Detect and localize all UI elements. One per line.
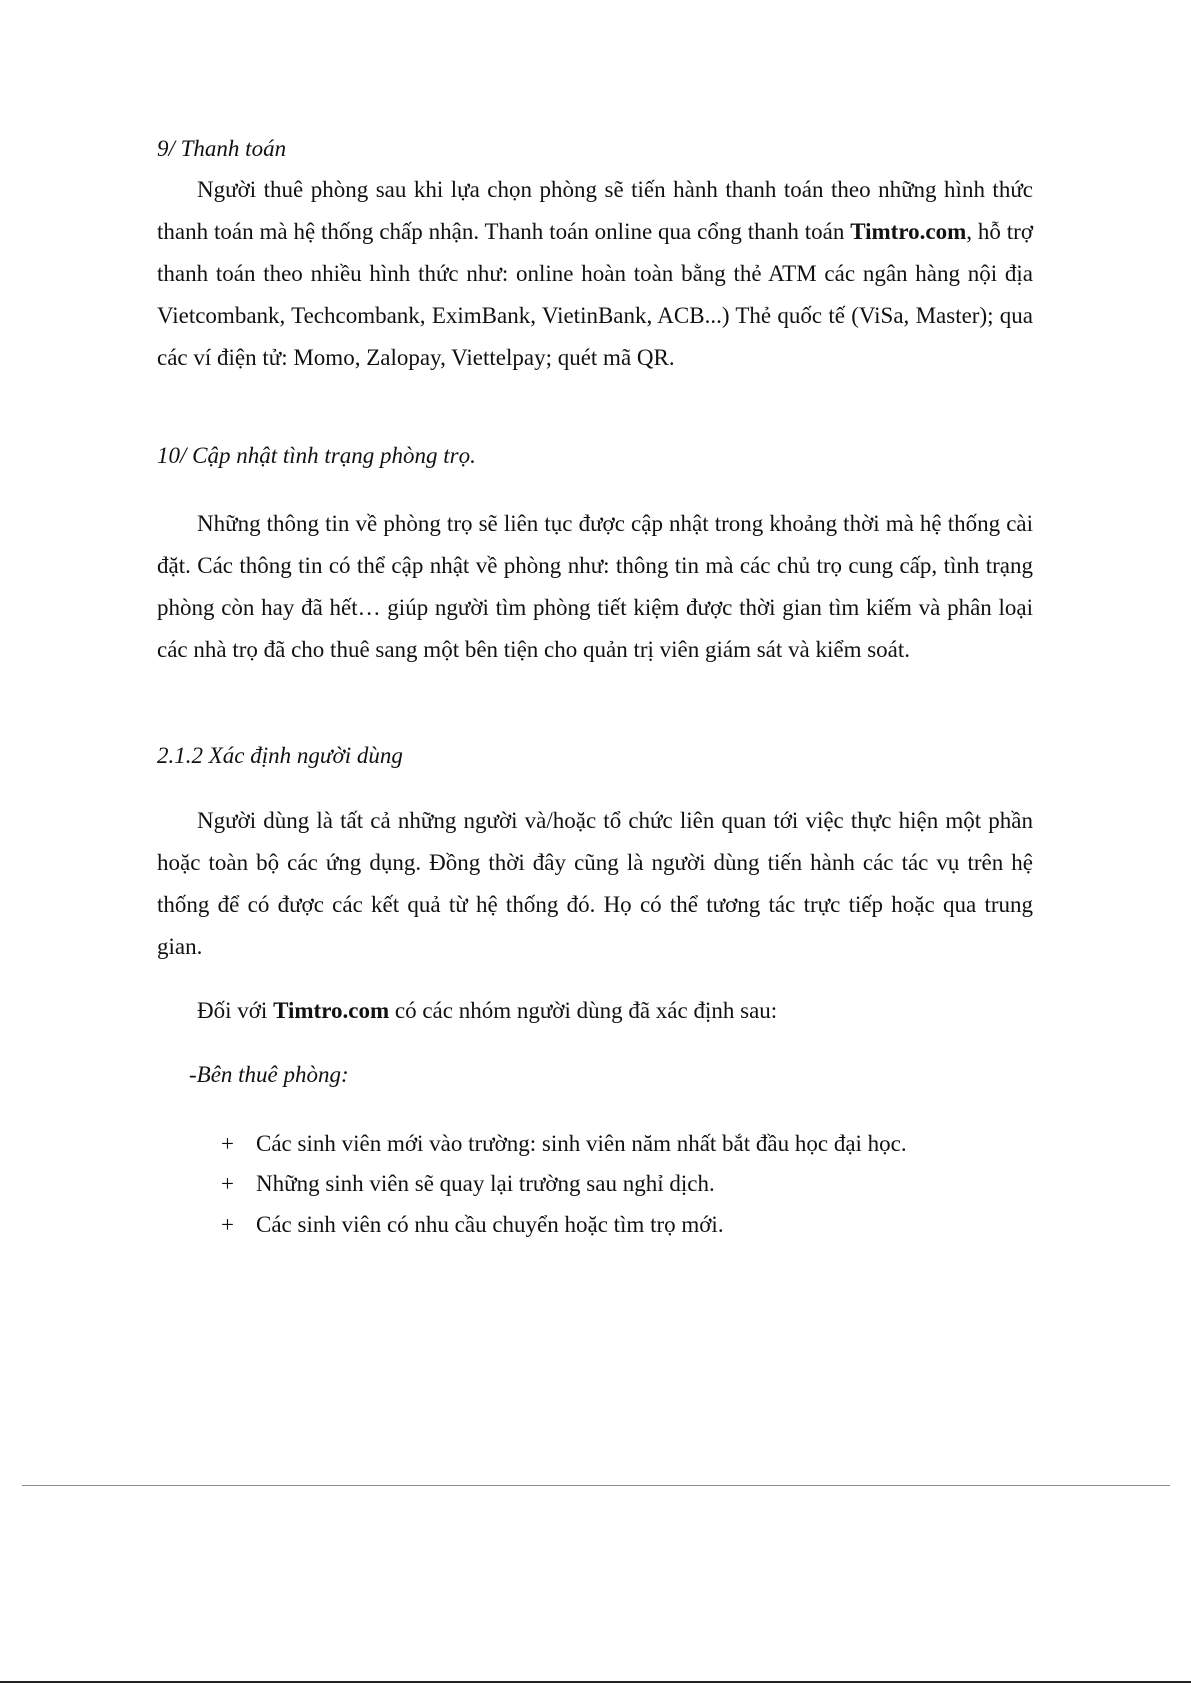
list-item: [221, 1212, 724, 1238]
brand-name: Timtro.com: [850, 219, 967, 244]
list-item: [221, 1131, 907, 1157]
list-item: [221, 1171, 715, 1197]
bullet-mark: +: [221, 1171, 234, 1196]
paragraph-text: Người dùng là tất cả những người và/hoặc tổ chức liên quan tới việc thực hiện một phần hoặc toàn bộ các ứng dụng. Đồng thời đây cũng là người dùng tiến hành các tác vụ trên hệ thống để có được các kết quả từ hệ thống đó. Họ có thể tương tác trực tiếp hoặc qua trung gian.: [157, 808, 1033, 959]
section-2-1-2-heading: 2.1.2 Xác định người dùng: [157, 743, 403, 768]
footer-divider: [22, 1485, 1170, 1486]
users-paragraph: [157, 800, 1033, 968]
paragraph-text: , hỗ trợ thanh toán theo nhiều hình thức như: online hoàn toàn bằng thẻ ATM các ngân hàng nội địa Vietcombank, Techcombank, EximBank, VietinBank, ACB...) Thẻ quốc tế (ViSa, Master); qua các ví điện tử: Momo, Zalopay, Viettelpay; quét mã QR.: [157, 219, 1033, 370]
renter-group-label: -Bên thuê phòng:: [189, 1062, 349, 1087]
list-item-text: Các sinh viên mới vào trường: sinh viên năm nhất bắt đầu học đại học.: [256, 1131, 907, 1156]
section-9-paragraph: [157, 169, 1033, 379]
section-9-heading: 9/ Thanh toán: [157, 136, 287, 161]
section-10-paragraph: [157, 503, 1033, 671]
bullet-mark: +: [221, 1212, 234, 1237]
brand-name: Timtro.com: [273, 998, 390, 1023]
bullet-mark: +: [221, 1131, 234, 1156]
section-10-heading: 10/ Cập nhật tình trạng phòng trọ.: [157, 443, 476, 468]
paragraph-text: Những thông tin về phòng trọ sẽ liên tục được cập nhật trong khoảng thời mà hệ thống cài đặt. Các thông tin có thể cập nhật về phòng như: thông tin mà các chủ trọ cung cấp, tình trạng phòng còn hay đã hết… giúp người tìm phòng tiết kiệm được thời gian tìm kiếm và phân loại các nhà trọ đã cho thuê sang một bên tiện cho quản trị viên giám sát và kiểm soát.: [157, 511, 1033, 662]
page-bottom-edge: [0, 1681, 1191, 1683]
paragraph-text: Người thuê phòng sau khi lựa chọn phòng sẽ tiến hành thanh toán theo những hình thức thanh toán mà hệ thống chấp nhận. Thanh toán online qua cổng thanh toán: [157, 177, 1033, 244]
user-groups-intro: Đối với Timtro.com có các nhóm người dùng đã xác định sau:: [197, 998, 778, 1023]
list-item-text: Các sinh viên có nhu cầu chuyển hoặc tìm trọ mới.: [256, 1212, 724, 1237]
list-item-text: Những sinh viên sẽ quay lại trường sau nghỉ dịch.: [256, 1171, 715, 1196]
